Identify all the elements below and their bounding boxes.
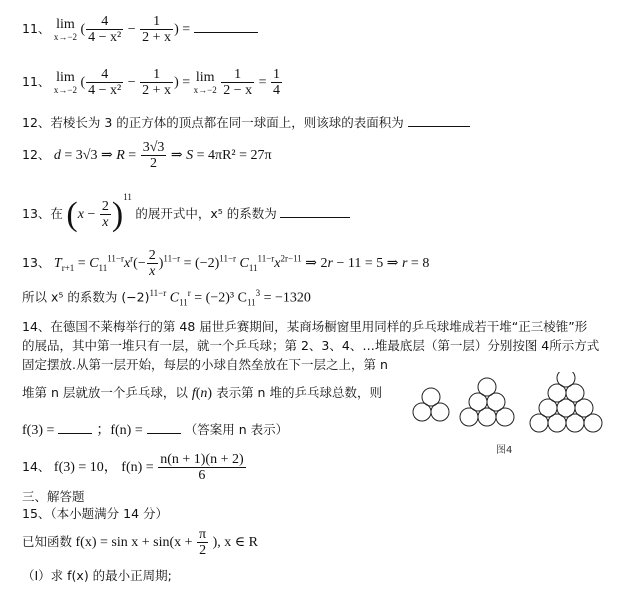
q14-line-2: 的展品，其中第一堆只有一层，就一个乒乓球；第 2、3、4、…堆最底层（第一层）分别按图 4所示方式: [22, 338, 600, 353]
answer-blank: [280, 205, 350, 218]
fraction: $\frac{\pi}{2}$: [199, 527, 207, 559]
equals-sign: =: [182, 75, 191, 91]
answer-blank: [58, 421, 92, 434]
q13-line: 13、在 (x − $\frac{2}{x}$ )$^{11}$ 的展开式中，x⁵ 的系数为: [22, 192, 350, 232]
q11-solution-line: 11、 lim x→−2 ( $\frac{4}{\text{4 − x²}}$ − $\frac{1}{2 + x}$ ) = lim x→−2 $\frac{1}{2 - x}$ = $\frac{1}{4}$: [22, 67, 281, 99]
equals-sign: =: [182, 22, 191, 38]
result-fraction: $\frac{1}{4}$: [273, 67, 281, 99]
answer-blank: [147, 421, 181, 434]
q12-line: [22, 114, 470, 130]
q14-solution-line: 14、 f(3) = 10， f(n) = $\frac{n(n + 1)(n + 2)}{6}$: [22, 452, 244, 484]
q14-line-3: 固定摆放.从第一层开始，每层的小球自然垒放在下一层之上，第 n: [22, 357, 388, 372]
figure-caption: 图4: [496, 445, 513, 456]
equals-sign: =: [258, 75, 267, 91]
q13-text: 的展开式中，x⁵ 的系数为: [135, 206, 277, 221]
answer-blank: [408, 114, 470, 127]
q12-text: 12、若棱长为 3 的正方体的顶点都在同一球面上，则该球的表面积为: [22, 115, 404, 130]
q12-solution-tail: = 4πR² = 27π: [196, 148, 272, 164]
q13-solution-number: 13、: [22, 255, 51, 271]
q14-line-1: 14、在德国不莱梅举行的第 48 届世乒赛期间，某商场橱窗里用同样的乒乓球堆成若干堆“正三棱锥”形: [22, 319, 588, 334]
section-heading: 三、解答题: [22, 489, 85, 504]
q11-number: 11、: [22, 21, 51, 37]
q15-part-1: （Ⅰ）求 f(x) 的最小正周期;: [22, 568, 172, 583]
fraction: $\frac{n(n + 1)(n + 2)}{6}$: [160, 452, 244, 484]
fraction: $\frac{1}{2 + x}$: [142, 67, 172, 99]
q14-line-4: 堆第 n 层就放一个乒乓球，以 f(n) 表示第 n 堆的乒乓球总数，则: [22, 385, 382, 401]
limit-operator: lim x→−2: [53, 16, 77, 42]
q11-solution-number: 11、: [22, 74, 51, 90]
limit-operator: lim x→−2: [53, 69, 77, 95]
answer-blank: [194, 20, 258, 33]
q12-solution-number: 12、: [22, 147, 51, 163]
q15-title: 15、（本小题满分 14 分）: [22, 506, 169, 521]
q13-solution-line: 13、 $T_{r+1} = C_{11}^{11-r}x^r(-$ $\frac{2}{x}$ )$^{11-r} = (-2)^{11-r}$ $C_{11}^{11-r}x^{2r-11}$ ⇒ 2r − 11 = 5 ⇒ r = 8: [22, 248, 430, 280]
q12-solution-line: 12、 d = 3√3 ⇒ R = $\frac{3√3}{2}$ ⇒ S = 4πR² = 27π: [22, 140, 272, 172]
ball-stack-figure: [409, 372, 619, 458]
q13-number: 13、在: [22, 206, 63, 221]
fraction: $\frac{2}{x}$: [101, 198, 109, 231]
fraction: $\frac{2}{x}$: [148, 248, 156, 280]
limit-operator: lim x→−2: [193, 69, 217, 95]
fraction: $\frac{3√3}{2}$: [142, 140, 165, 172]
fraction: $\frac{4}{\text{4 − x²}}$: [88, 14, 122, 46]
q14-line-5: f(3) = ；f(n) = （答案用 n 表示）: [22, 422, 289, 438]
q15-given-line: 已知函数 f(x) = sin x + sin(x + $\frac{\pi}{2}$ ), x ∈ R: [22, 527, 258, 559]
fraction: $\frac{1}{2 - x}$: [223, 67, 253, 99]
fraction: $\frac{1}{2 + x}$: [142, 14, 172, 46]
fraction: $\frac{4}{\text{4 − x²}}$: [88, 67, 122, 99]
q11-line: 11、 lim x→−2 ( $\frac{4}{\text{4 − x²}}$ − $\frac{1}{2 + x}$ ) =: [22, 14, 258, 46]
q13-conclusion-line: 所以 x⁵ 的系数为 $(-2)^{11-r}$ $C_{11}^r = (-2)^3$ $C_{11}^3 = -1320$: [22, 288, 311, 308]
